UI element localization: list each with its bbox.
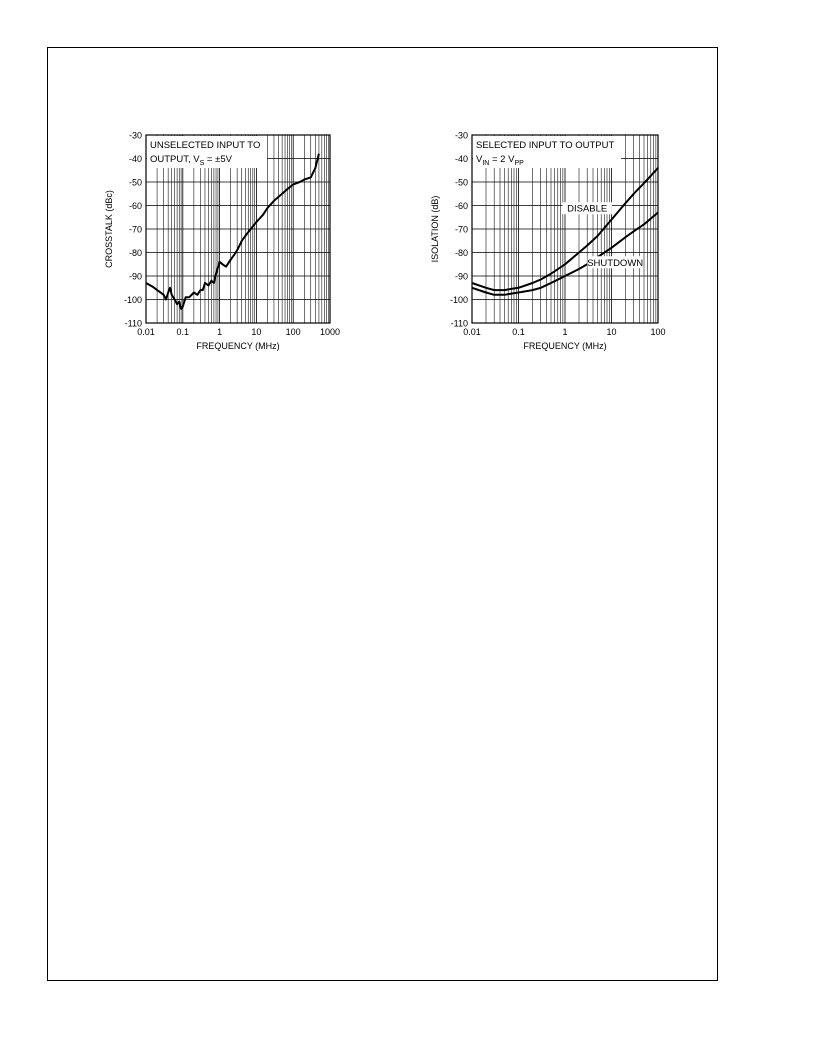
y-tick-label: -30 (454, 130, 468, 141)
x-tick-label: 1 (217, 327, 223, 337)
isolation-chart (420, 126, 680, 366)
crosstalk-annotation-line1: UNSELECTED INPUT TO (150, 140, 261, 151)
x-tick-label: 0.1 (512, 327, 525, 337)
y-tick-label: -90 (128, 271, 142, 282)
y-tick-label: -30 (128, 130, 142, 141)
x-tick-label: 100 (285, 327, 301, 337)
isolation-y-ticks (450, 131, 468, 329)
crosstalk-y-ticks (124, 131, 142, 329)
y-tick-label: -80 (128, 248, 142, 258)
y-tick-label: -100 (449, 295, 468, 305)
y-tick-label: -40 (454, 154, 468, 164)
x-tick-label: 1000 (319, 327, 341, 337)
series-label-disable: DISABLE (567, 203, 608, 215)
series-label-shutdown: SHUTDOWN (587, 257, 644, 269)
y-tick-label: -110 (450, 318, 468, 329)
isolation-x-ticks (463, 327, 665, 337)
y-tick-label: -90 (454, 271, 468, 282)
crosstalk-y-axis-label: CROSSTALK (dBc) (104, 190, 114, 268)
y-tick-label: -80 (454, 248, 468, 258)
isolation-annotation-line2: $V_{IN} = 2$ $V_{PP}$ (476, 154, 524, 167)
y-tick-label: -110 (124, 318, 142, 329)
x-tick-label: 0.01 (137, 327, 155, 337)
crosstalk-x-ticks (137, 327, 340, 337)
y-tick-label: -40 (128, 154, 142, 164)
x-tick-label: 10 (251, 327, 262, 337)
y-tick-label: -70 (128, 224, 142, 235)
y-tick-label: -100 (123, 295, 142, 305)
isolation-x-axis-label: FREQUENCY (MHz) (523, 341, 607, 351)
isolation-y-axis-label: ISOLATION (dB) (430, 195, 440, 263)
y-tick-label: -60 (454, 201, 468, 211)
isolation-annotation-line1: SELECTED INPUT TO OUTPUT (476, 140, 615, 151)
isolation-series-labels (562, 202, 643, 269)
y-tick-label: -50 (454, 177, 468, 188)
y-tick-label: -70 (454, 224, 468, 235)
x-tick-label: 0.1 (176, 327, 190, 337)
y-tick-label: -60 (128, 201, 142, 211)
x-tick-label: 100 (650, 327, 666, 337)
crosstalk-annotation-line2: OUTPUT, $V_S = \pm 5V$ (150, 154, 232, 167)
y-tick-label: -50 (128, 177, 142, 188)
x-tick-label: 0.01 (463, 327, 481, 337)
crosstalk-x-axis-label: FREQUENCY (MHz) (196, 341, 280, 351)
x-tick-label: 1 (562, 327, 568, 337)
crosstalk-chart (96, 126, 346, 366)
x-tick-label: 10 (606, 327, 617, 337)
